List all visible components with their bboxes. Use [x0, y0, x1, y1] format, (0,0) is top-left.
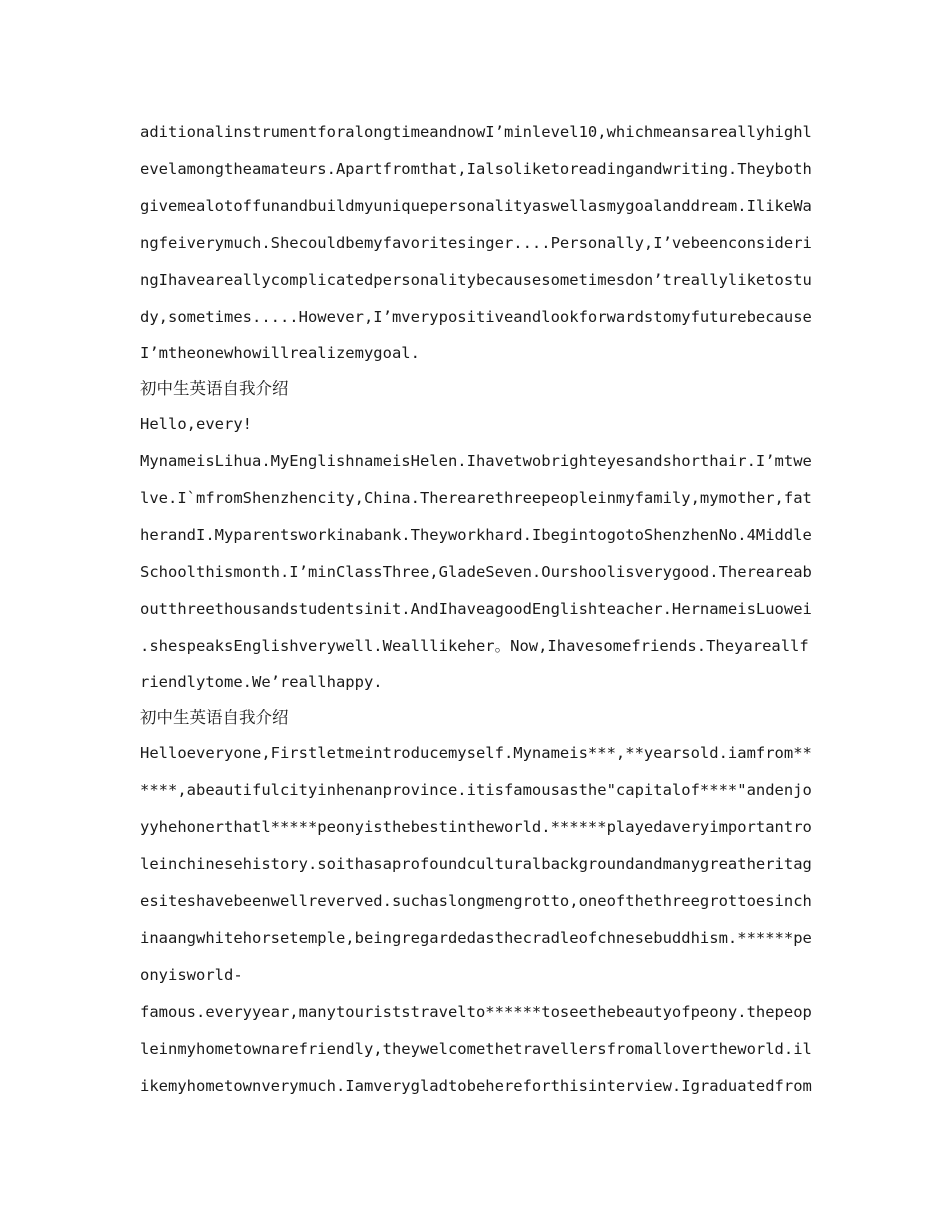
text-line: esiteshavebeenwellreverved.suchaslongmengrotto,oneofthethreegrottoesinch — [140, 892, 812, 910]
text-line: givemealotoffunandbuildmyuniquepersonalityaswellasmygoalanddream.IlikeWa — [140, 197, 812, 215]
text-line: onyisworld- — [140, 966, 243, 984]
text-line: ngIhaveareallycomplicatedpersonalitybecausesometimesdon’treallyliketostu — [140, 271, 812, 289]
text-line: I’mtheonewhowillrealizemygoal. — [140, 344, 420, 362]
text-line: Hello,every! — [140, 415, 252, 433]
text-line: lve.I`mfromShenzhencity,China.Therearethreepeopleinmyfamily,mymother,fat — [140, 489, 812, 507]
text-line: riendlytome.We’reallhappy. — [140, 673, 383, 691]
text-line: inaangwhitehorsetemple,beingregardedasthecradleofchnesebuddhism.******pe — [140, 929, 812, 947]
text-line: dy,sometimes.....However,I’mverypositiveandlookforwardstomyfuturebecause — [140, 308, 812, 326]
paragraph-hometown — [140, 735, 815, 1105]
section-heading: 初中生英语自我介绍 — [140, 708, 289, 727]
text-line: outthreethousandstudentsinit.AndIhaveagoodEnglishteacher.HernameisLuowei — [140, 600, 812, 618]
text-line: herandI.Myparentsworkinabank.Theyworkhard.IbegintogotoShenzhenNo.4Middle — [140, 526, 812, 544]
text-line: Helloeveryone,Firstletmeintroducemyself.Mynameis***,**yearsold.iamfrom** — [140, 744, 812, 762]
text-line: ****,abeautifulcityinhenanprovince.itisfamousasthe"capitalof****"andenjo — [140, 781, 812, 799]
text-line: leinchinesehistory.soithasaprofoundculturalbackgroundandmanygreatheritag — [140, 855, 812, 873]
text-line: Schoolthismonth.I’minClassThree,GladeSeven.Ourshoolisverygood.Thereareab — [140, 563, 812, 581]
text-line: yyhehonerthatl*****peonyisthebestintheworld.******playedaveryimportantro — [140, 818, 812, 836]
text-line: leinmyhometownarefriendly,theywelcomethetravellersfromallovertheworld.il — [140, 1040, 812, 1058]
document-page — [140, 114, 815, 1105]
text-line: ngfeiverymuch.Shecouldbemyfavoritesinger....Personally,I’vebeenconsideri — [140, 234, 812, 252]
text-line: .shespeaksEnglishverywell.Wealllikeher。Now,Ihavesomefriends.Theyareallf — [140, 637, 809, 655]
text-line: famous.everyyear,manytouriststravelto******toseethebeautyofpeony.thepeop — [140, 1003, 812, 1021]
text-line: evelamongtheamateurs.Apartfromthat,Ialsoliketoreadingandwriting.Theyboth — [140, 160, 812, 178]
paragraph-continuation — [140, 114, 815, 371]
text-line: aditionalinstrumentforalongtimeandnowI’minlevel10,whichmeansareallyhighl — [140, 123, 812, 141]
text-line: ikemyhometownverymuch.Iamverygladtobehereforthisinterview.Igraduatedfrom — [140, 1077, 812, 1095]
section-heading: 初中生英语自我介绍 — [140, 379, 289, 398]
paragraph-lihua — [140, 406, 815, 700]
text-line: MynameisLihua.MyEnglishnameisHelen.Ihavetwobrighteyesandshorthair.I’mtwe — [140, 452, 812, 470]
